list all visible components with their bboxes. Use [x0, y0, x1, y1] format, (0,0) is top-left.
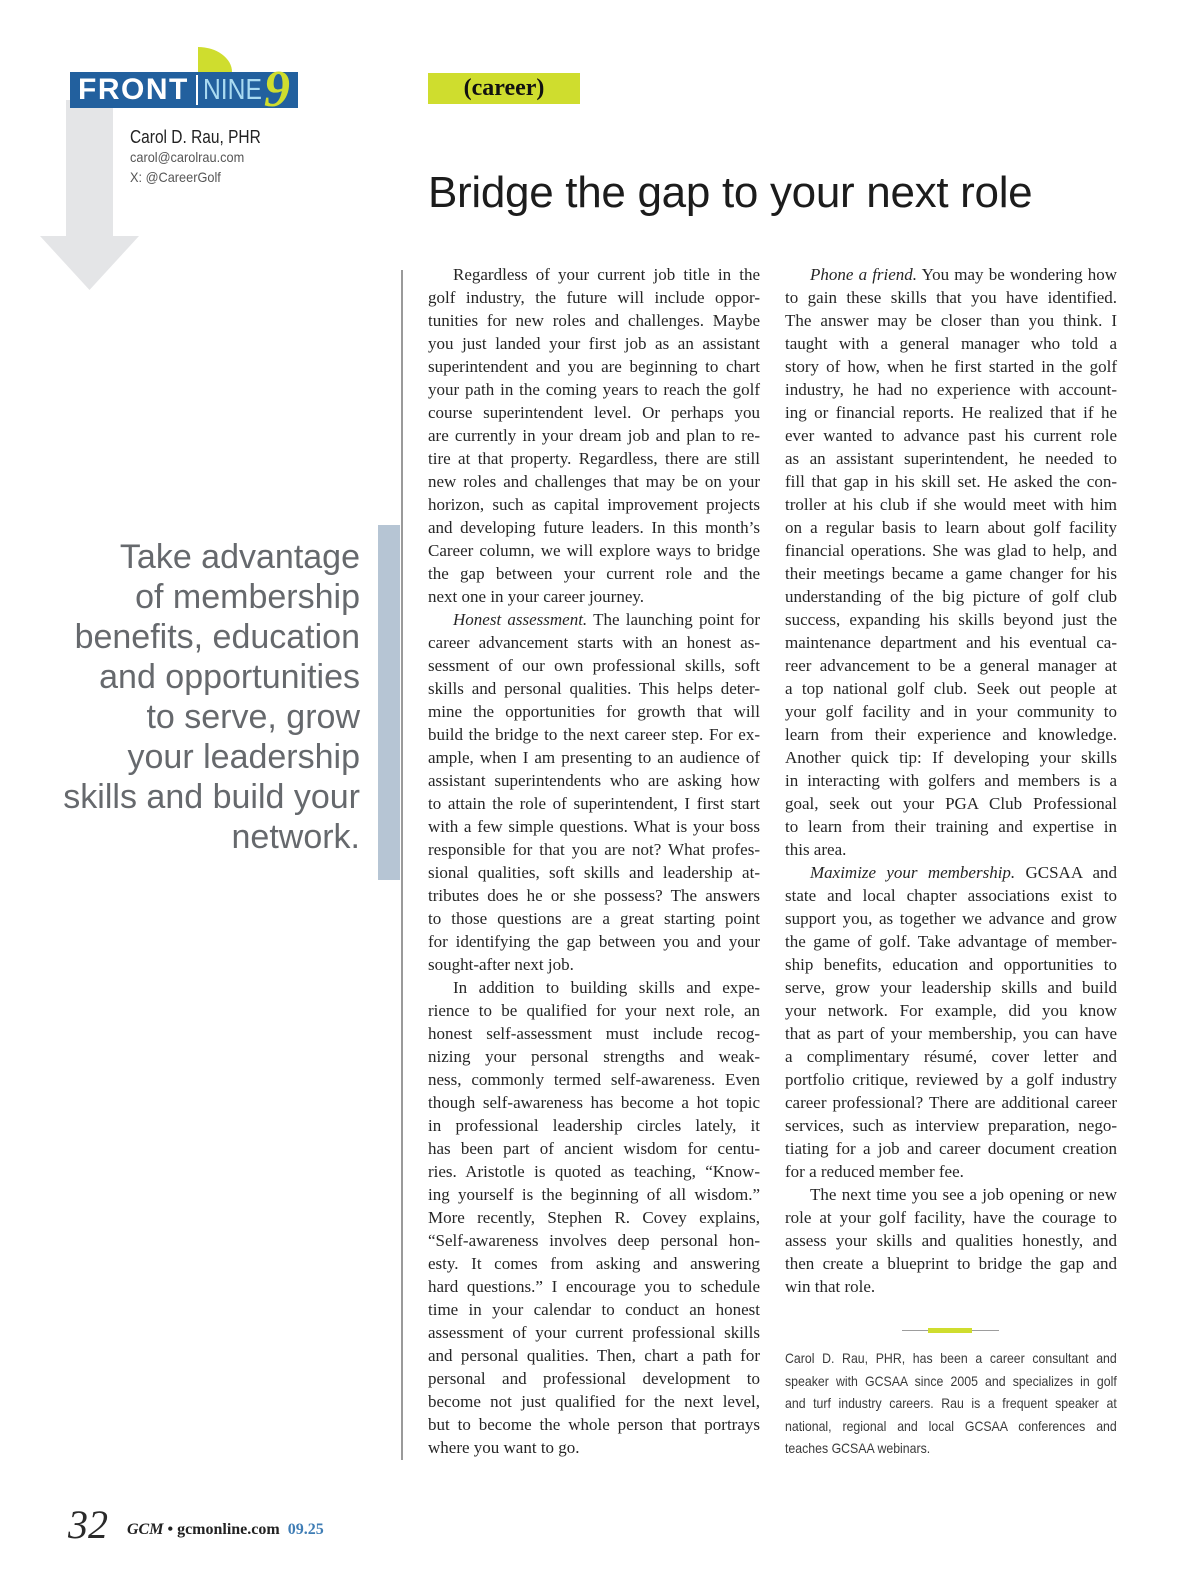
page-number: 32 [68, 1502, 108, 1547]
body-line [785, 424, 1117, 447]
body-line [428, 654, 760, 677]
article-paragraph [785, 1183, 1117, 1298]
body-line [428, 562, 760, 585]
front-nine-logo [70, 61, 298, 118]
body-line [785, 1068, 1117, 1091]
body-line-text: ship benefits, education and opportunities to [785, 955, 1117, 974]
body-line [428, 1252, 760, 1275]
article-headline: Bridge the gap to your next role [428, 168, 1033, 217]
body-line [785, 447, 1117, 470]
logo-flag-icon [0, 0, 300, 80]
body-line [428, 539, 760, 562]
body-line-text: success, expanding his skills beyond just the [785, 610, 1117, 629]
body-line [428, 1367, 760, 1390]
body-line-text: assistant superintendents who are asking how [428, 771, 760, 790]
body-line-text: reer advancement to be a general manager at [785, 656, 1117, 675]
pull-quote-line: of membership [135, 578, 360, 616]
paragraph-lead-in: Maximize your membership. [810, 863, 1016, 882]
body-line [428, 700, 760, 723]
author-name: Carol D. Rau, PHR [130, 127, 261, 147]
footer-publication-line [127, 1520, 324, 1540]
body-line-text: ing or financial reports. He realized that if he [785, 403, 1117, 422]
article-paragraph [428, 263, 760, 608]
body-line-text: win that role. [785, 1277, 876, 1296]
body-line [428, 470, 760, 493]
body-line [785, 654, 1117, 677]
body-line-text: next one in your career journey. [428, 587, 645, 606]
body-line-text: rience to be qualified for your next role, an [428, 1001, 760, 1020]
body-line-text: serve, grow your leadership skills and build [785, 978, 1117, 997]
body-line-text: esty. It comes from asking and answering [428, 1254, 760, 1273]
body-line-text: sought-after next job. [428, 955, 574, 974]
issue-date: 09.25 [287, 1521, 324, 1538]
body-line-text: assessment of your current professional skills [428, 1323, 760, 1342]
body-line [785, 1252, 1117, 1275]
body-line-text: to those questions are a great starting point [428, 909, 760, 928]
body-line [785, 1091, 1117, 1114]
body-line [785, 309, 1117, 332]
body-line-text: The next time you see a job opening or new [810, 1185, 1117, 1204]
body-line-text: horizon, such as capital improvement projects [428, 495, 760, 514]
body-line-text: maintenance department and his eventual ca- [785, 633, 1117, 652]
body-line-text: mine the opportunities for growth that will [428, 702, 760, 721]
body-line-text: you just landed your first job as an assistant [428, 334, 760, 353]
article-paragraph [785, 263, 1117, 861]
body-line-text: fill that gap in his skill set. He asked the con- [785, 472, 1117, 491]
body-line [428, 1413, 760, 1436]
body-line-text: sessment of our own professional skills, soft [428, 656, 760, 675]
body-line [428, 378, 760, 401]
body-line-text: that as part of your membership, you can have [785, 1024, 1117, 1043]
body-line [785, 884, 1117, 907]
body-line [785, 539, 1117, 562]
body-line-text: industry, he had no experience with account- [785, 380, 1117, 399]
body-line-text: and developing future leaders. In this month’s [428, 518, 760, 537]
body-line-text: GCSAA and [1025, 863, 1118, 882]
body-line [785, 953, 1117, 976]
body-line [428, 1022, 760, 1045]
body-line [428, 1298, 760, 1321]
body-line [785, 286, 1117, 309]
bio-line: national, regional and local GCSAA conferences and [785, 1417, 1117, 1434]
body-line [428, 1091, 760, 1114]
body-line [785, 815, 1117, 838]
body-line-text: career professional? There are additional career [785, 1093, 1117, 1112]
body-line-text: skills and personal qualities. This helps deter- [428, 679, 760, 698]
body-line-text: portfolio critique, reviewed by a golf industry [785, 1070, 1117, 1089]
body-line-text: Regardless of your current job title in the [453, 265, 760, 284]
body-line-text: Another quick tip: If developing your skills [785, 748, 1117, 767]
body-line [428, 1390, 760, 1413]
body-line-text: ing yourself is the beginning of all wisdom.” [428, 1185, 760, 1204]
body-line [428, 1206, 760, 1229]
body-line-text: superintendent and you are beginning to chart [428, 357, 760, 376]
body-line [785, 769, 1117, 792]
body-line-text: story of how, when he first started in the golf [785, 357, 1117, 376]
body-line-text: your network. For example, did you know [785, 1001, 1117, 1020]
body-line-text: The answer may be closer than you think. I [785, 311, 1117, 330]
author-social-handle: X: @CareerGolf [130, 169, 221, 185]
bio-line: speaker with GCSAA since 2005 and specializes in golf [785, 1372, 1117, 1389]
body-line-text: golf industry, the future will include oppor- [428, 288, 760, 307]
body-line-text: services, such as interview preparation, nego- [785, 1116, 1117, 1135]
body-line-text: financial operations. She was glad to help, and [785, 541, 1117, 560]
body-line-text: tributes does he or she possess? The answers [428, 886, 760, 905]
body-line [785, 516, 1117, 539]
body-line-text: troller at his club if she would meet with him [785, 495, 1117, 514]
body-line-text: your golf facility and in your community to [785, 702, 1117, 721]
body-line [428, 585, 760, 608]
body-line-text: goal, seek out your PGA Club Professional [785, 794, 1117, 813]
body-line-text: this area. [785, 840, 847, 859]
body-line [428, 1183, 760, 1206]
body-line-text: become not just qualified for the next level, [428, 1392, 760, 1411]
body-line [428, 861, 760, 884]
body-line-text: assess your skills and qualities honestly, and [785, 1231, 1117, 1250]
bio-line: and turf industry careers. Rau is a frequent speaker at [785, 1395, 1117, 1411]
body-line [785, 631, 1117, 654]
body-line-text: to gain these skills that you have identified. [785, 288, 1117, 307]
body-line [428, 447, 760, 470]
body-line-text: the gap between your current role and the [428, 564, 760, 583]
body-line [785, 1045, 1117, 1068]
body-line-text: “Self-awareness involves deep personal hon- [428, 1231, 760, 1250]
body-line [428, 1160, 760, 1183]
body-line [428, 838, 760, 861]
body-line [428, 493, 760, 516]
article-paragraph [428, 608, 760, 976]
body-line [428, 976, 760, 999]
body-line-text: though self-awareness has become a hot topic [428, 1093, 760, 1112]
author-bio [785, 1347, 1117, 1460]
logo-word-nine: NINE [203, 74, 262, 106]
body-line-text: are currently in your dream job and plan to re- [428, 426, 760, 445]
body-line-text: honest self-assessment must include recog- [428, 1024, 760, 1043]
body-line-text: the game of golf. Take advantage of member- [785, 932, 1117, 951]
pull-quote-line: benefits, education [74, 618, 360, 656]
body-line [785, 1114, 1117, 1137]
body-line [785, 562, 1117, 585]
body-line [428, 1344, 760, 1367]
body-line [785, 493, 1117, 516]
body-line-text: support you, as together we advance and grow [785, 909, 1117, 928]
body-line [785, 861, 1117, 884]
body-line-text: with a few simple questions. What is your boss [428, 817, 760, 836]
body-line [428, 332, 760, 355]
body-line-text: ample, when I am presenting to an audience of [428, 748, 760, 767]
pull-quote-bar [378, 525, 400, 880]
body-line [428, 677, 760, 700]
column-rule [401, 270, 403, 1460]
end-divider-mark [928, 1328, 972, 1333]
publication-website: gcmonline.com [177, 1521, 280, 1538]
body-line-text: their meetings became a game changer for his [785, 564, 1117, 583]
body-line-text: In addition to building skills and expe- [453, 978, 760, 997]
body-line [785, 999, 1117, 1022]
body-line-text: time in your calendar to conduct an honest [428, 1300, 760, 1319]
body-line [428, 1137, 760, 1160]
body-line [428, 286, 760, 309]
paragraph-lead-in: Honest assessment. [453, 610, 588, 629]
logo-word-front: FRONT [78, 73, 189, 106]
bio-line: Carol D. Rau, PHR, has been a career consultant and [785, 1350, 1117, 1366]
pull-quote-line: network. [231, 818, 360, 856]
body-line-text: has been part of ancient wisdom for centu- [428, 1139, 760, 1158]
body-line-text: to attain the role of superintendent, I first start [428, 794, 760, 813]
body-line [785, 1275, 1117, 1298]
body-line-text: then create a blueprint to bridge the gap and [785, 1254, 1117, 1273]
pull-quote [16, 537, 360, 857]
body-line [428, 631, 760, 654]
body-line-text: new roles and challenges that may be on your [428, 472, 760, 491]
article-paragraph [428, 976, 760, 1459]
body-line-text: personal and professional development to [428, 1369, 760, 1388]
body-line-text: for identifying the gap between you and your [428, 932, 760, 951]
body-line-text: and personal qualities. Then, chart a path for [428, 1346, 760, 1365]
body-line-text: You may be wondering how [921, 265, 1117, 284]
body-line [785, 700, 1117, 723]
article-column-1 [428, 263, 760, 1459]
body-line-text: responsible for that you are not? What profes- [428, 840, 760, 859]
logo-divider [196, 75, 198, 105]
body-line [428, 723, 760, 746]
body-line [785, 332, 1117, 355]
body-line-text: tiating for a job and career document creation [785, 1139, 1117, 1158]
body-line [428, 516, 760, 539]
body-line-text: in interacting with golfers and members is a [785, 771, 1117, 790]
body-line-text: ness, commonly termed self-awareness. Even [428, 1070, 760, 1089]
body-line [428, 884, 760, 907]
body-line [428, 424, 760, 447]
body-line [428, 930, 760, 953]
body-line [785, 1183, 1117, 1206]
body-line-text: state and local chapter associations exist to [785, 886, 1117, 905]
body-line-text: to learn from their training and expertise in [785, 817, 1117, 836]
body-line [785, 355, 1117, 378]
body-line-text: Career column, we will explore ways to bridge [428, 541, 760, 560]
body-line-text: tunities for new roles and challenges. Maybe [428, 311, 760, 330]
body-line [785, 1206, 1117, 1229]
body-line [785, 263, 1117, 286]
body-line [428, 401, 760, 424]
body-line [428, 907, 760, 930]
body-line-text: sional qualities, soft skills and leadership at- [428, 863, 760, 882]
body-line [785, 470, 1117, 493]
body-line [428, 1275, 760, 1298]
body-line [428, 1321, 760, 1344]
body-line-text: your path in the coming years to reach the golf [428, 380, 760, 399]
body-line-text: learn from their experience and knowledge. [785, 725, 1117, 744]
body-line [428, 792, 760, 815]
body-line-text: a top national golf club. Seek out people at [785, 679, 1117, 698]
body-line [428, 355, 760, 378]
body-line [428, 746, 760, 769]
body-line-text: in professional leadership circles lately, it [428, 1116, 760, 1135]
author-email: carol@carolrau.com [130, 149, 245, 165]
body-line-text: hard questions.” I encourage you to schedule [428, 1277, 760, 1296]
body-line-text: course superintendent level. Or perhaps you [428, 403, 760, 422]
body-line [428, 1045, 760, 1068]
body-line-text: role at your golf facility, have the courage to [785, 1208, 1117, 1227]
body-line-text: for a reduced member fee. [785, 1162, 964, 1181]
body-line [428, 608, 760, 631]
pull-quote-line: and opportunities [99, 658, 360, 696]
body-line [785, 378, 1117, 401]
body-line [428, 1436, 760, 1459]
body-line [428, 999, 760, 1022]
article-paragraph [785, 861, 1117, 1183]
body-line [785, 907, 1117, 930]
body-line [785, 608, 1117, 631]
body-line-text: More recently, Stephen R. Covey explains, [428, 1208, 760, 1227]
body-line [428, 1114, 760, 1137]
body-line-text: tire at that property. Regardless, there are still [428, 449, 760, 468]
body-line-text: on a regular basis to learn about golf facility [785, 518, 1117, 537]
body-line [785, 677, 1117, 700]
body-line [428, 263, 760, 286]
logo-numeral: 9 [264, 61, 290, 118]
body-line-text: The launching point for [593, 610, 760, 629]
bio-line: teaches GCSAA webinars. [785, 1440, 931, 1456]
body-line [428, 953, 760, 976]
body-line [785, 976, 1117, 999]
body-line [428, 769, 760, 792]
body-line [785, 1022, 1117, 1045]
body-line [428, 309, 760, 332]
body-line [785, 746, 1117, 769]
body-line [785, 585, 1117, 608]
body-line [785, 723, 1117, 746]
body-line [428, 815, 760, 838]
body-line [785, 792, 1117, 815]
section-label: (career) [428, 73, 580, 104]
pull-quote-line: to serve, grow [146, 698, 360, 736]
publication-name: GCM [127, 1521, 164, 1538]
body-line-text: as an assistant superintendent, he needed to [785, 449, 1117, 468]
footer-separator: • [167, 1521, 174, 1538]
body-line-text: a complimentary résumé, cover letter and [785, 1047, 1117, 1066]
body-line [785, 1137, 1117, 1160]
body-line-text: understanding of the big picture of golf club [785, 587, 1117, 606]
body-line-text: build the bridge to the next career step. For ex- [428, 725, 760, 744]
body-line-text: where you want to go. [428, 1438, 580, 1457]
body-line-text: but to become the whole person that portrays [428, 1415, 760, 1434]
body-line-text: career advancement starts with an honest as- [428, 633, 760, 652]
paragraph-lead-in: Phone a friend. [810, 265, 918, 284]
body-line [428, 1229, 760, 1252]
pull-quote-line: skills and build your [63, 778, 360, 816]
body-line [785, 838, 1117, 861]
body-line-text: ries. Aristotle is quoted as teaching, “Know- [428, 1162, 760, 1181]
body-line [428, 1068, 760, 1091]
body-line [785, 1229, 1117, 1252]
body-line-text: nizing your personal strengths and weak- [428, 1047, 760, 1066]
body-line-text: taught with a general manager who told a [785, 334, 1117, 353]
body-line-text: ever wanted to advance past his current role [785, 426, 1117, 445]
body-line [785, 930, 1117, 953]
article-column-2 [785, 263, 1117, 1298]
body-line [785, 1160, 1117, 1183]
pull-quote-line: your leadership [127, 738, 360, 776]
pull-quote-line: Take advantage [119, 538, 360, 576]
body-line [785, 401, 1117, 424]
